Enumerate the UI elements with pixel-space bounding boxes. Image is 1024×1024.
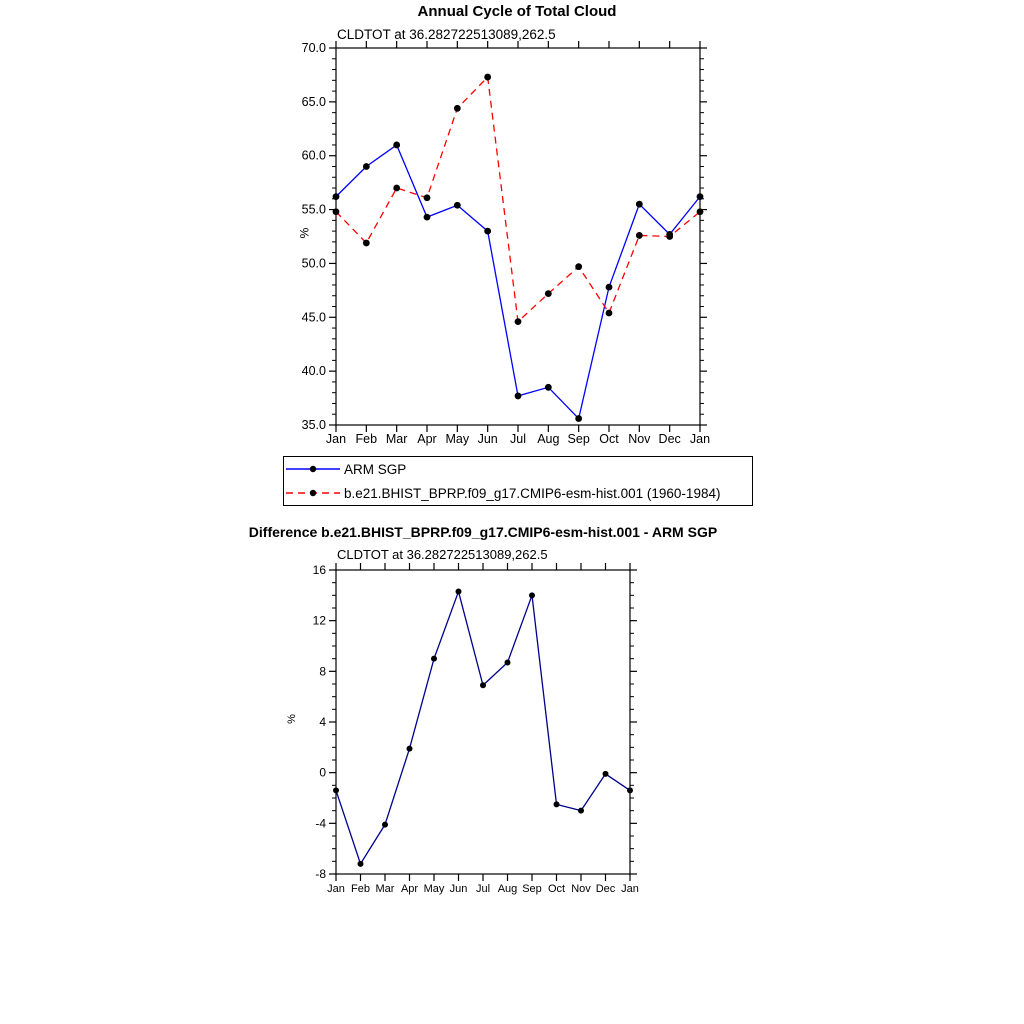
legend-label-model: b.e21.BHIST_BPRP.f09_g17.CMIP6-esm-hist.001 (1960-1984): [344, 485, 721, 501]
svg-text:Dec: Dec: [595, 883, 616, 895]
arm-sgp-line-sample-icon: [284, 460, 344, 478]
chart1-subtitle: CLDTOT at 36.282722513089,262.5: [337, 27, 556, 42]
svg-text:Aug: Aug: [497, 883, 518, 895]
chart1-y-axis-label: %: [297, 227, 312, 239]
svg-text:12: 12: [312, 613, 326, 628]
svg-text:40.0: 40.0: [301, 364, 326, 379]
svg-text:Apr: Apr: [400, 883, 419, 895]
svg-text:Nov: Nov: [628, 432, 651, 446]
chart2-subtitle: CLDTOT at 36.282722513089,262.5: [337, 547, 548, 562]
svg-text:45.0: 45.0: [301, 310, 326, 325]
svg-text:35.0: 35.0: [301, 418, 326, 432]
svg-text:Jun: Jun: [449, 883, 468, 895]
svg-text:65.0: 65.0: [301, 94, 326, 109]
svg-text:4: 4: [319, 715, 326, 729]
svg-text:0: 0: [319, 765, 326, 780]
svg-text:Nov: Nov: [571, 883, 591, 895]
model-line-sample-icon: [284, 484, 344, 502]
svg-text:Apr: Apr: [417, 432, 437, 446]
svg-text:Jan: Jan: [327, 883, 345, 895]
chart2-title: Difference b.e21.BHIST_BPRP.f09_g17.CMIP6-esm-hist.001 - ARM SGP: [248, 524, 718, 540]
svg-text:Oct: Oct: [547, 883, 566, 895]
svg-text:Oct: Oct: [599, 432, 619, 446]
svg-text:60.0: 60.0: [301, 148, 326, 163]
svg-text:Sep: Sep: [522, 883, 542, 895]
svg-text:Jun: Jun: [477, 432, 498, 446]
svg-text:8: 8: [319, 664, 326, 679]
svg-text:Jan: Jan: [689, 432, 711, 446]
svg-text:Aug: Aug: [537, 432, 560, 446]
svg-text:Sep: Sep: [567, 432, 590, 446]
svg-text:May: May: [445, 432, 470, 446]
svg-text:Mar: Mar: [385, 432, 408, 446]
svg-text:Dec: Dec: [658, 432, 681, 446]
svg-text:May: May: [423, 883, 445, 895]
svg-text:Feb: Feb: [355, 432, 378, 446]
svg-text:55.0: 55.0: [301, 202, 326, 217]
legend-label-arm-sgp: ARM SGP: [344, 461, 407, 477]
legend-item-arm-sgp: [284, 457, 752, 481]
chart2-y-axis-label: %: [285, 714, 298, 724]
svg-text:16: 16: [312, 563, 326, 577]
svg-text:Mar: Mar: [375, 883, 395, 895]
svg-text:70.0: 70.0: [301, 41, 326, 55]
svg-text:50.0: 50.0: [301, 256, 326, 271]
chart1-title: Annual Cycle of Total Cloud: [417, 3, 617, 20]
svg-text:Jul: Jul: [475, 883, 491, 895]
svg-text:Jan: Jan: [621, 883, 639, 895]
svg-text:Jul: Jul: [510, 432, 526, 446]
svg-text:Feb: Feb: [351, 883, 370, 895]
svg-text:-8: -8: [315, 867, 326, 881]
svg-text:Jan: Jan: [325, 432, 347, 446]
legend-item-model: [284, 481, 752, 505]
legend-box: [283, 456, 753, 506]
svg-text:-4: -4: [315, 816, 326, 831]
